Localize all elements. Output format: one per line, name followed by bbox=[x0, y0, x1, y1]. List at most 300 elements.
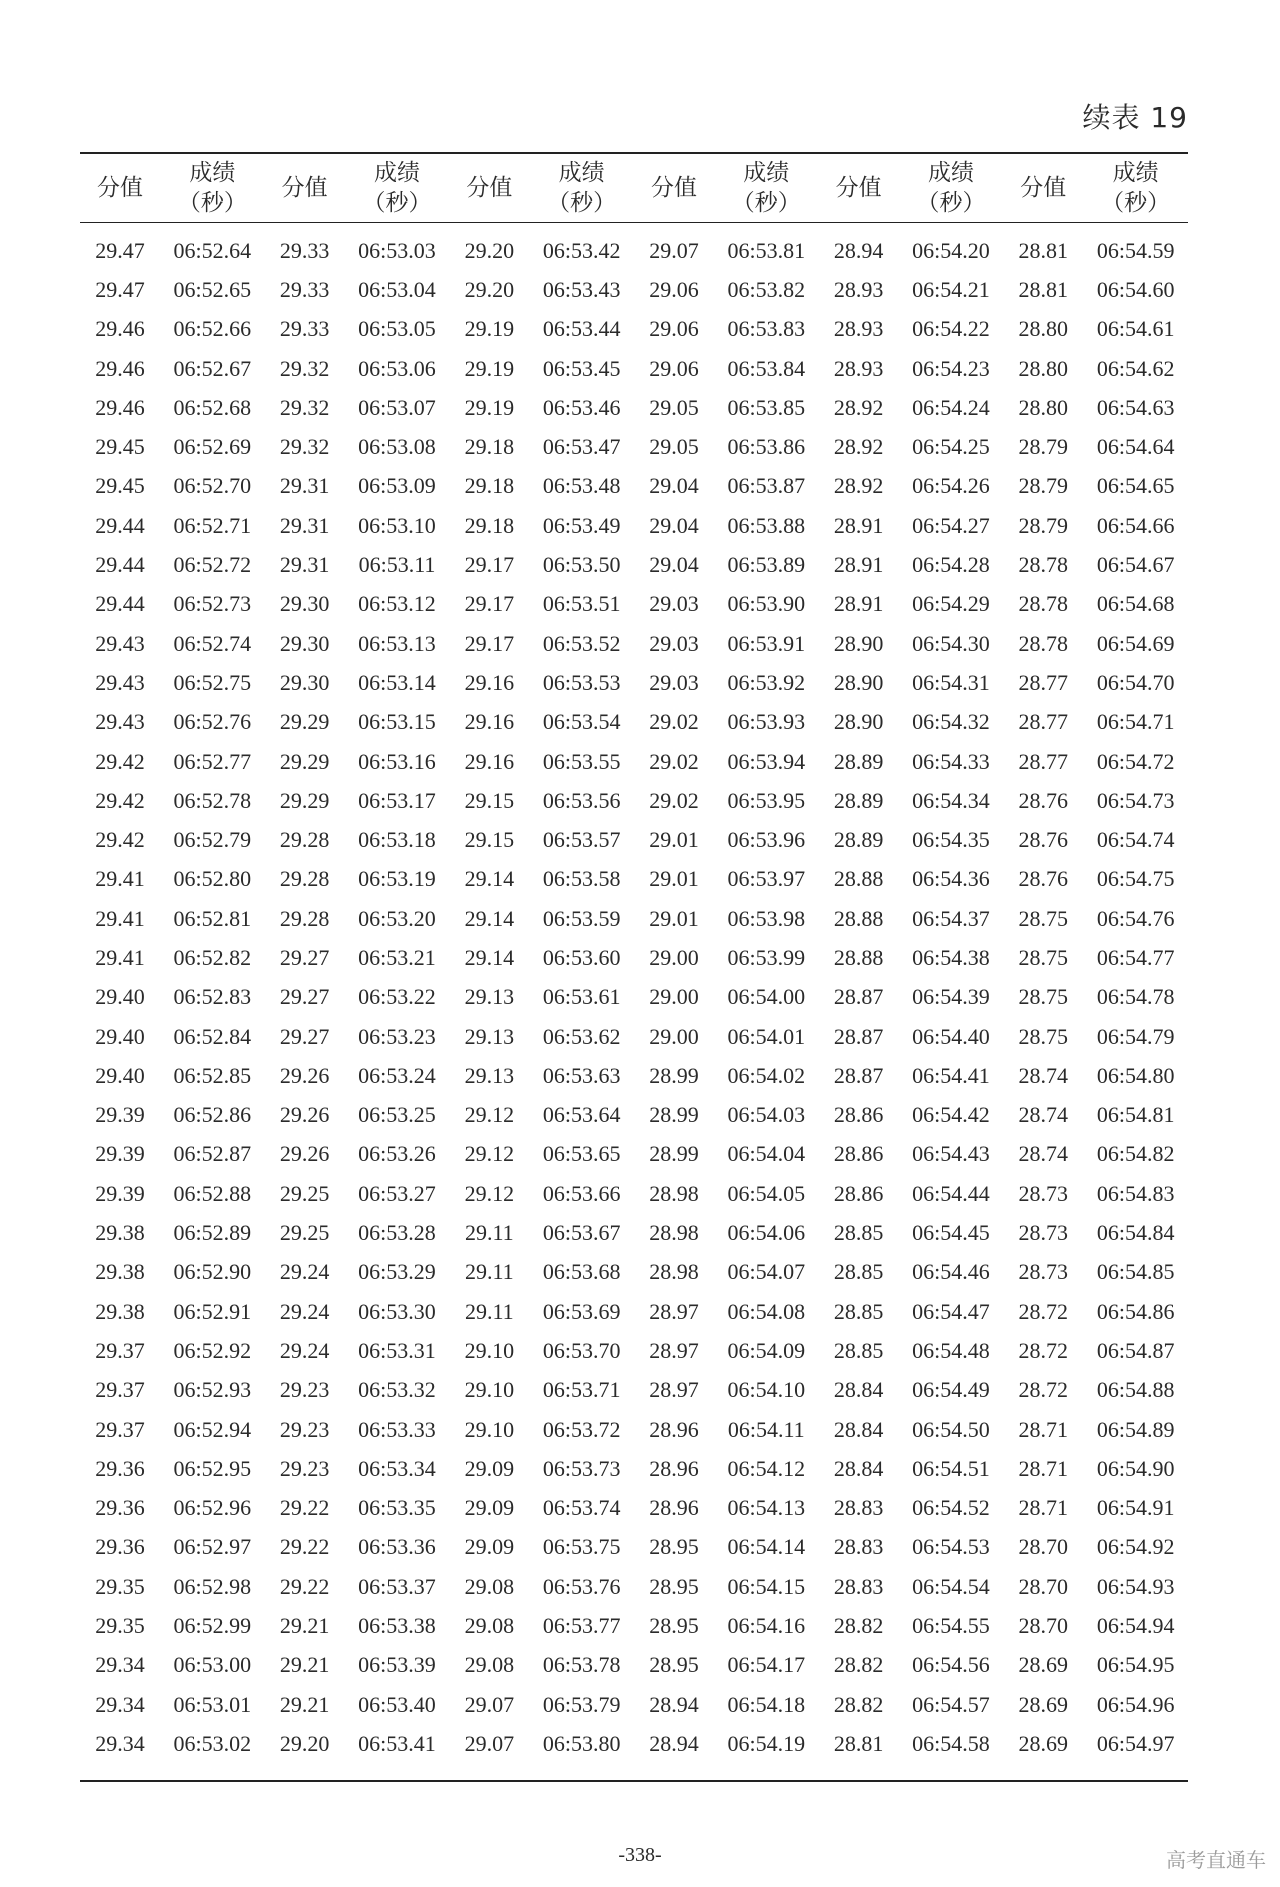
result-cell: 06:54.73 bbox=[1096, 787, 1175, 813]
result-cell: 06:54.34 bbox=[912, 787, 990, 813]
result-cell: 06:53.14 bbox=[358, 669, 436, 695]
score-cell: 29.28 bbox=[279, 866, 330, 892]
result-cell: 06:52.76 bbox=[173, 709, 252, 735]
score-cell: 29.04 bbox=[649, 512, 699, 538]
table-row bbox=[80, 1724, 1188, 1780]
score-cell: 28.81 bbox=[833, 1730, 884, 1756]
result-cell: 06:53.01 bbox=[173, 1691, 252, 1717]
score-cell: 29.24 bbox=[279, 1259, 330, 1285]
result-cell: 06:53.17 bbox=[358, 787, 436, 813]
result-cell: 06:54.35 bbox=[912, 827, 990, 853]
result-cell: 06:53.70 bbox=[542, 1337, 621, 1363]
result-cell: 06:53.40 bbox=[358, 1691, 436, 1717]
table-row bbox=[80, 742, 1188, 781]
result-cell: 06:53.27 bbox=[358, 1180, 436, 1206]
result-cell: 06:54.49 bbox=[912, 1377, 990, 1403]
result-cell: 06:53.81 bbox=[727, 237, 806, 263]
score-cell: 29.24 bbox=[279, 1337, 330, 1363]
score-cell: 29.21 bbox=[279, 1613, 330, 1639]
result-cell: 06:52.90 bbox=[173, 1259, 252, 1285]
result-cell: 06:54.54 bbox=[912, 1573, 990, 1599]
header-result bbox=[529, 153, 634, 223]
table-row bbox=[80, 1489, 1188, 1528]
result-cell: 06:53.08 bbox=[358, 434, 436, 460]
result-cell: 06:54.79 bbox=[1096, 1023, 1175, 1049]
score-cell: 29.22 bbox=[279, 1534, 330, 1560]
score-cell: 29.02 bbox=[649, 748, 699, 774]
score-cell: 29.12 bbox=[464, 1102, 515, 1128]
result-cell: 06:53.62 bbox=[542, 1023, 621, 1049]
score-cell: 29.26 bbox=[279, 1062, 330, 1088]
score-cell: 29.19 bbox=[464, 316, 515, 342]
score-cell: 29.29 bbox=[279, 748, 330, 774]
score-cell: 29.40 bbox=[95, 984, 145, 1010]
result-cell: 06:54.04 bbox=[727, 1141, 806, 1167]
header-unit: （秒） bbox=[916, 190, 986, 216]
score-cell: 28.89 bbox=[833, 827, 884, 853]
result-cell: 06:53.44 bbox=[542, 316, 621, 342]
result-cell: 06:53.43 bbox=[542, 276, 621, 302]
table-row bbox=[80, 1528, 1188, 1567]
score-cell: 28.97 bbox=[649, 1298, 699, 1324]
score-cell: 28.89 bbox=[833, 748, 884, 774]
score-cell: 29.32 bbox=[279, 355, 330, 381]
score-cell: 28.93 bbox=[833, 355, 884, 381]
score-cell: 28.98 bbox=[649, 1180, 699, 1206]
result-cell: 06:53.90 bbox=[727, 591, 806, 617]
score-cell: 29.31 bbox=[279, 512, 330, 538]
score-cell: 28.93 bbox=[833, 316, 884, 342]
score-cell: 29.19 bbox=[464, 394, 515, 420]
score-cell: 29.02 bbox=[649, 709, 699, 735]
result-cell: 06:54.55 bbox=[912, 1613, 990, 1639]
score-cell: 28.76 bbox=[1018, 827, 1069, 853]
result-cell: 06:52.82 bbox=[173, 944, 252, 970]
score-cell: 29.06 bbox=[649, 316, 699, 342]
result-cell: 06:54.31 bbox=[912, 669, 990, 695]
score-cell: 28.90 bbox=[833, 669, 884, 695]
result-cell: 06:54.72 bbox=[1096, 748, 1175, 774]
score-cell: 28.87 bbox=[833, 1062, 884, 1088]
table-row bbox=[80, 1096, 1188, 1135]
result-cell: 06:54.45 bbox=[912, 1220, 990, 1246]
table-row bbox=[80, 624, 1188, 663]
result-cell: 06:53.91 bbox=[727, 630, 806, 656]
table-row bbox=[80, 820, 1188, 859]
score-cell: 29.20 bbox=[279, 1730, 330, 1756]
score-cell: 29.29 bbox=[279, 709, 330, 735]
result-cell: 06:53.68 bbox=[542, 1259, 621, 1285]
result-cell: 06:53.54 bbox=[542, 709, 621, 735]
result-cell: 06:54.27 bbox=[912, 512, 990, 538]
result-cell: 06:54.61 bbox=[1096, 316, 1175, 342]
table-body bbox=[80, 223, 1188, 1781]
table-row bbox=[80, 938, 1188, 977]
score-cell: 28.91 bbox=[833, 552, 884, 578]
score-cell: 28.80 bbox=[1018, 355, 1069, 381]
result-cell: 06:54.05 bbox=[727, 1180, 806, 1206]
score-cell: 29.01 bbox=[649, 866, 699, 892]
score-cell: 28.96 bbox=[649, 1495, 699, 1521]
score-cell: 28.71 bbox=[1018, 1455, 1069, 1481]
result-cell: 06:54.22 bbox=[912, 316, 990, 342]
score-cell: 29.46 bbox=[95, 316, 145, 342]
result-cell: 06:54.78 bbox=[1096, 984, 1175, 1010]
result-cell: 06:53.28 bbox=[358, 1220, 436, 1246]
score-cell: 28.90 bbox=[833, 630, 884, 656]
result-cell: 06:53.55 bbox=[542, 748, 621, 774]
score-cell: 29.34 bbox=[95, 1691, 145, 1717]
result-cell: 06:54.16 bbox=[727, 1613, 806, 1639]
score-cell: 29.11 bbox=[464, 1298, 514, 1324]
table-row bbox=[80, 1017, 1188, 1056]
result-cell: 06:54.12 bbox=[727, 1455, 806, 1481]
score-cell: 28.75 bbox=[1018, 905, 1069, 931]
score-cell: 29.01 bbox=[649, 905, 699, 931]
result-cell: 06:53.45 bbox=[542, 355, 621, 381]
result-cell: 06:53.63 bbox=[542, 1062, 621, 1088]
table-row bbox=[80, 388, 1188, 427]
score-cell: 28.82 bbox=[833, 1613, 884, 1639]
result-cell: 06:54.96 bbox=[1096, 1691, 1175, 1717]
table-row bbox=[80, 545, 1188, 584]
score-cell: 28.95 bbox=[649, 1613, 699, 1639]
result-cell: 06:54.21 bbox=[912, 276, 990, 302]
score-cell: 28.69 bbox=[1018, 1691, 1069, 1717]
result-cell: 06:52.85 bbox=[173, 1062, 252, 1088]
result-cell: 06:53.50 bbox=[542, 552, 621, 578]
result-cell: 06:53.20 bbox=[358, 905, 436, 931]
header-label: 分值 bbox=[97, 175, 143, 201]
score-cell: 29.05 bbox=[649, 434, 699, 460]
score-cell: 28.72 bbox=[1018, 1298, 1069, 1324]
score-cell: 29.06 bbox=[649, 276, 699, 302]
header-result bbox=[345, 153, 450, 223]
result-cell: 06:53.34 bbox=[358, 1455, 436, 1481]
score-cell: 29.09 bbox=[464, 1495, 515, 1521]
result-cell: 06:54.84 bbox=[1096, 1220, 1175, 1246]
header-label: 分值 bbox=[466, 175, 513, 201]
result-cell: 06:52.68 bbox=[173, 394, 252, 420]
result-cell: 06:54.64 bbox=[1096, 434, 1175, 460]
result-cell: 06:54.41 bbox=[912, 1062, 990, 1088]
score-cell: 29.30 bbox=[279, 591, 330, 617]
result-cell: 06:54.65 bbox=[1096, 473, 1175, 499]
result-cell: 06:54.50 bbox=[912, 1416, 990, 1442]
result-cell: 06:54.77 bbox=[1096, 944, 1175, 970]
result-cell: 06:52.71 bbox=[173, 512, 252, 538]
score-cell: 29.10 bbox=[464, 1337, 515, 1363]
table-row bbox=[80, 781, 1188, 820]
score-cell: 28.84 bbox=[833, 1416, 884, 1442]
result-cell: 06:53.99 bbox=[727, 944, 806, 970]
score-cell: 28.74 bbox=[1018, 1102, 1069, 1128]
result-cell: 06:54.51 bbox=[912, 1455, 990, 1481]
score-cell: 29.34 bbox=[95, 1652, 145, 1678]
result-cell: 06:53.03 bbox=[358, 237, 436, 263]
score-cell: 29.09 bbox=[464, 1534, 515, 1560]
score-cell: 28.95 bbox=[649, 1573, 699, 1599]
score-cell: 28.72 bbox=[1018, 1337, 1069, 1363]
score-cell: 29.42 bbox=[95, 748, 145, 774]
score-cell: 28.75 bbox=[1018, 944, 1069, 970]
result-cell: 06:52.87 bbox=[173, 1141, 252, 1167]
score-cell: 29.44 bbox=[95, 591, 145, 617]
result-cell: 06:53.84 bbox=[727, 355, 806, 381]
result-cell: 06:54.85 bbox=[1096, 1259, 1175, 1285]
score-cell: 29.08 bbox=[464, 1573, 515, 1599]
result-cell: 06:54.17 bbox=[727, 1652, 806, 1678]
result-cell: 06:54.70 bbox=[1096, 669, 1175, 695]
result-cell: 06:53.61 bbox=[542, 984, 621, 1010]
result-cell: 06:53.33 bbox=[358, 1416, 436, 1442]
score-cell: 28.69 bbox=[1018, 1652, 1069, 1678]
result-cell: 06:54.83 bbox=[1096, 1180, 1175, 1206]
result-cell: 06:53.73 bbox=[542, 1455, 621, 1481]
score-cell: 28.94 bbox=[649, 1730, 699, 1756]
score-cell: 28.80 bbox=[1018, 394, 1069, 420]
score-cell: 29.12 bbox=[464, 1180, 515, 1206]
score-cell: 29.23 bbox=[279, 1455, 330, 1481]
score-cell: 29.36 bbox=[95, 1495, 145, 1521]
result-cell: 06:53.71 bbox=[542, 1377, 621, 1403]
score-cell: 29.28 bbox=[279, 827, 330, 853]
score-cell: 29.43 bbox=[95, 709, 145, 735]
score-cell: 29.07 bbox=[464, 1691, 515, 1717]
header-row bbox=[80, 153, 1188, 223]
header-unit: （秒） bbox=[1101, 190, 1171, 216]
score-cell: 29.36 bbox=[95, 1455, 145, 1481]
header-result bbox=[899, 153, 1004, 223]
result-cell: 06:54.14 bbox=[727, 1534, 806, 1560]
result-cell: 06:53.04 bbox=[358, 276, 436, 302]
score-cell: 29.04 bbox=[649, 552, 699, 578]
score-cell: 28.99 bbox=[649, 1102, 699, 1128]
page-number: -338- bbox=[618, 1844, 662, 1866]
score-cell: 29.32 bbox=[279, 394, 330, 420]
table-row bbox=[80, 506, 1188, 545]
result-cell: 06:53.13 bbox=[358, 630, 436, 656]
score-cell: 29.16 bbox=[464, 709, 515, 735]
header-label: 成绩 bbox=[927, 160, 974, 186]
result-cell: 06:54.87 bbox=[1096, 1337, 1175, 1363]
score-cell: 29.26 bbox=[279, 1141, 330, 1167]
table-row bbox=[80, 1056, 1188, 1095]
table-row bbox=[80, 1685, 1188, 1724]
score-cell: 28.98 bbox=[649, 1220, 699, 1246]
score-cell: 29.33 bbox=[279, 237, 330, 263]
result-cell: 06:52.86 bbox=[173, 1102, 252, 1128]
result-cell: 06:53.93 bbox=[727, 709, 806, 735]
result-cell: 06:54.91 bbox=[1096, 1495, 1175, 1521]
score-cell: 28.81 bbox=[1018, 237, 1069, 263]
score-cell: 28.77 bbox=[1018, 709, 1069, 735]
header-label: 分值 bbox=[281, 175, 328, 201]
score-cell: 28.94 bbox=[649, 1691, 699, 1717]
score-cell: 28.96 bbox=[649, 1416, 699, 1442]
result-cell: 06:53.26 bbox=[358, 1141, 436, 1167]
score-cell: 28.81 bbox=[1018, 276, 1069, 302]
result-cell: 06:54.95 bbox=[1096, 1652, 1175, 1678]
score-cell: 29.18 bbox=[464, 473, 515, 499]
score-cell: 28.78 bbox=[1018, 552, 1069, 578]
score-cell: 28.75 bbox=[1018, 984, 1069, 1010]
score-cell: 28.97 bbox=[649, 1337, 699, 1363]
result-cell: 06:52.98 bbox=[173, 1573, 252, 1599]
score-cell: 29.01 bbox=[649, 827, 699, 853]
score-cell: 29.36 bbox=[95, 1534, 145, 1560]
result-cell: 06:52.80 bbox=[173, 866, 252, 892]
score-cell: 28.77 bbox=[1018, 669, 1069, 695]
score-cell: 29.35 bbox=[95, 1573, 145, 1599]
score-cell: 28.99 bbox=[649, 1141, 699, 1167]
score-cell: 28.70 bbox=[1018, 1573, 1069, 1599]
score-cell: 28.95 bbox=[649, 1652, 699, 1678]
result-cell: 06:53.78 bbox=[542, 1652, 621, 1678]
score-cell: 29.23 bbox=[279, 1416, 330, 1442]
result-cell: 06:53.41 bbox=[358, 1730, 436, 1756]
score-cell: 29.34 bbox=[95, 1730, 145, 1756]
header-label: 成绩 bbox=[373, 160, 420, 186]
score-cell: 29.25 bbox=[279, 1180, 330, 1206]
table-row bbox=[80, 349, 1188, 388]
score-cell: 28.74 bbox=[1018, 1062, 1069, 1088]
result-cell: 06:54.09 bbox=[727, 1337, 806, 1363]
score-cell: 28.95 bbox=[649, 1534, 699, 1560]
score-cell: 28.88 bbox=[833, 944, 884, 970]
result-cell: 06:52.92 bbox=[173, 1337, 252, 1363]
score-cell: 29.23 bbox=[279, 1377, 330, 1403]
result-cell: 06:54.56 bbox=[912, 1652, 990, 1678]
score-cell: 28.83 bbox=[833, 1573, 884, 1599]
result-cell: 06:52.70 bbox=[173, 473, 252, 499]
header-score bbox=[265, 153, 345, 223]
score-cell: 29.21 bbox=[279, 1652, 330, 1678]
result-cell: 06:52.69 bbox=[173, 434, 252, 460]
score-cell: 29.17 bbox=[464, 591, 515, 617]
result-cell: 06:52.88 bbox=[173, 1180, 252, 1206]
result-cell: 06:54.38 bbox=[912, 944, 990, 970]
header-score bbox=[1003, 153, 1083, 223]
score-cell: 28.88 bbox=[833, 905, 884, 931]
result-cell: 06:53.02 bbox=[173, 1730, 252, 1756]
header-label: 分值 bbox=[835, 175, 882, 201]
score-cell: 28.84 bbox=[833, 1377, 884, 1403]
result-cell: 06:54.00 bbox=[727, 984, 806, 1010]
result-cell: 06:52.89 bbox=[173, 1220, 252, 1246]
score-cell: 29.32 bbox=[279, 434, 330, 460]
score-cell: 29.31 bbox=[279, 473, 330, 499]
result-cell: 06:54.08 bbox=[727, 1298, 806, 1324]
header-label: 成绩 bbox=[558, 160, 605, 186]
result-cell: 06:53.58 bbox=[542, 866, 621, 892]
table-row bbox=[80, 585, 1188, 624]
result-cell: 06:53.18 bbox=[358, 827, 436, 853]
score-cell: 29.35 bbox=[95, 1613, 145, 1639]
result-cell: 06:53.10 bbox=[358, 512, 436, 538]
result-cell: 06:52.95 bbox=[173, 1455, 252, 1481]
result-cell: 06:54.32 bbox=[912, 709, 990, 735]
score-cell: 29.40 bbox=[95, 1062, 145, 1088]
score-cell: 29.20 bbox=[464, 276, 515, 302]
result-cell: 06:53.07 bbox=[358, 394, 436, 420]
result-cell: 06:54.53 bbox=[912, 1534, 990, 1560]
result-cell: 06:52.81 bbox=[173, 905, 252, 931]
result-cell: 06:54.62 bbox=[1096, 355, 1175, 381]
result-cell: 06:54.76 bbox=[1096, 905, 1175, 931]
result-cell: 06:52.67 bbox=[173, 355, 252, 381]
result-cell: 06:54.52 bbox=[912, 1495, 990, 1521]
header-score bbox=[819, 153, 899, 223]
header-label: 成绩 bbox=[189, 160, 236, 186]
score-cell: 29.38 bbox=[95, 1298, 145, 1324]
score-cell: 29.41 bbox=[95, 866, 145, 892]
score-cell: 29.22 bbox=[279, 1495, 330, 1521]
result-cell: 06:53.92 bbox=[727, 669, 806, 695]
result-cell: 06:53.16 bbox=[358, 748, 436, 774]
result-cell: 06:53.39 bbox=[358, 1652, 436, 1678]
score-cell: 29.37 bbox=[95, 1416, 145, 1442]
score-cell: 29.07 bbox=[649, 237, 699, 263]
score-cell: 29.05 bbox=[649, 394, 699, 420]
result-cell: 06:53.25 bbox=[358, 1102, 436, 1128]
score-cell: 29.17 bbox=[464, 630, 515, 656]
score-cell: 29.03 bbox=[649, 591, 699, 617]
result-cell: 06:53.38 bbox=[358, 1613, 436, 1639]
result-cell: 06:53.37 bbox=[358, 1573, 436, 1599]
score-cell: 28.85 bbox=[833, 1337, 884, 1363]
score-cell: 29.46 bbox=[95, 355, 145, 381]
score-cell: 28.79 bbox=[1018, 512, 1069, 538]
score-cell: 28.83 bbox=[833, 1495, 884, 1521]
score-cell: 29.08 bbox=[464, 1613, 515, 1639]
result-cell: 06:53.86 bbox=[727, 434, 806, 460]
score-cell: 28.78 bbox=[1018, 630, 1069, 656]
score-cell: 28.86 bbox=[833, 1141, 884, 1167]
score-cell: 29.00 bbox=[649, 944, 699, 970]
score-cell: 29.39 bbox=[95, 1141, 145, 1167]
result-cell: 06:52.65 bbox=[173, 276, 252, 302]
result-cell: 06:52.75 bbox=[173, 669, 252, 695]
result-cell: 06:54.28 bbox=[912, 552, 990, 578]
header-unit: （秒） bbox=[177, 190, 247, 216]
result-cell: 06:52.94 bbox=[173, 1416, 252, 1442]
score-cell: 29.00 bbox=[649, 1023, 699, 1049]
result-cell: 06:53.31 bbox=[358, 1337, 436, 1363]
result-cell: 06:54.94 bbox=[1096, 1613, 1175, 1639]
score-cell: 29.27 bbox=[279, 984, 330, 1010]
result-cell: 06:53.60 bbox=[542, 944, 621, 970]
result-cell: 06:53.79 bbox=[542, 1691, 621, 1717]
score-cell: 29.16 bbox=[464, 669, 515, 695]
result-cell: 06:54.80 bbox=[1096, 1062, 1175, 1088]
score-cell: 28.96 bbox=[649, 1455, 699, 1481]
result-cell: 06:54.37 bbox=[912, 905, 990, 931]
result-cell: 06:53.67 bbox=[542, 1220, 621, 1246]
result-cell: 06:53.51 bbox=[542, 591, 621, 617]
score-cell: 28.75 bbox=[1018, 1023, 1069, 1049]
result-cell: 06:54.44 bbox=[912, 1180, 990, 1206]
result-cell: 06:53.80 bbox=[542, 1730, 621, 1756]
result-cell: 06:53.32 bbox=[358, 1377, 436, 1403]
result-cell: 06:54.11 bbox=[727, 1416, 805, 1442]
score-cell: 28.70 bbox=[1018, 1534, 1069, 1560]
score-cell: 28.87 bbox=[833, 1023, 884, 1049]
result-cell: 06:52.73 bbox=[173, 591, 252, 617]
score-cell: 28.84 bbox=[833, 1455, 884, 1481]
result-cell: 06:52.74 bbox=[173, 630, 252, 656]
result-cell: 06:54.69 bbox=[1096, 630, 1175, 656]
